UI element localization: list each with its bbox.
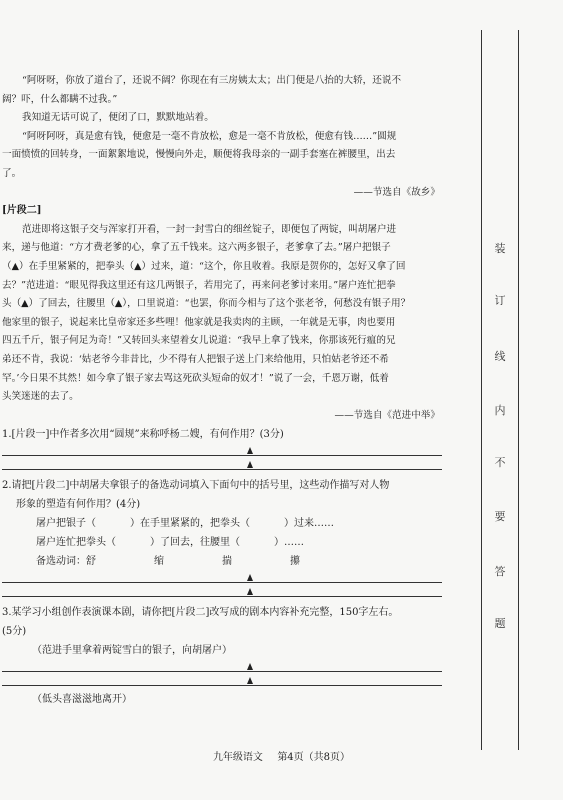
seal-char: 不 [494,456,506,469]
answer-line[interactable] [2,444,442,456]
main-content [2,72,442,709]
answer-line[interactable] [2,571,442,583]
question-2-text: 形象的塑造有何作用？(4分) [16,499,141,511]
fill-text: ）过来…… [284,518,334,530]
passage-2-label: [片段二] [2,205,42,217]
answer-mark-icon [247,447,253,454]
question-1 [2,425,442,470]
passage-2 [2,202,442,425]
answer-mark-icon [247,574,253,581]
passage-1-line: 了。 [2,167,22,179]
seal-char: 要 [494,510,506,523]
fill-text: ）在手里紧紧的，把拳头（ [130,518,250,530]
seal-char: 内 [494,404,506,417]
passage-2-line: 头（▲）了回去，往腰里（▲），口里说道：“也罢，你而今相与了这个张老爷，何愁没有银子用？ [2,298,411,310]
fill-sentence-2 [2,533,442,552]
passage-2-line: 范进即将这银子交与浑家打开看，一封一封雪白的细丝锭子，即便包了两锭，叫胡屠户进 [22,223,397,235]
seal-char: 订 [494,294,506,307]
page-footer [0,748,563,763]
seal-char: 答 [494,565,506,578]
seal-text [482,30,518,750]
question-3-text: 3.某学习小组创作表演课本剧，请你把[片段二]改写成的剧本内容补充完整，150字左右。 [2,607,399,619]
passage-1-line: “阿呀呀，你放了道台了，还说不阔？你现在有三房姨太太；出门便是八抬的大轿，还说不 [22,75,402,86]
verb-option: 攥 [290,556,300,568]
question-3 [2,603,442,709]
footer-page-number: 第4页（共8页） [277,752,351,763]
passage-2-source: ——节选自《范进中举》 [334,409,440,421]
answer-mark-icon [247,588,253,595]
fill-text: 屠户连忙把拳头（ [36,537,116,549]
passage-2-line: 罕。’今日果不其然！如今拿了银子家去骂这死砍头短命的奴才！”说了一会，千恩万谢，低着 [2,372,389,384]
passage-2-line: 四五千斤，银子何足为奇！”又转回头来望着女儿说道：“我早上拿了钱来，你那该死行瘟的兄 [2,335,396,347]
answer-mark-icon [247,677,253,684]
answer-line[interactable] [2,672,442,686]
seal-char: 装 [494,242,506,255]
passage-2-line: 弟还不肯，我说：‘姑老爷今非昔比，少不得有人把银子送上门来给他用，只怕姑老爷还不希 [2,353,389,365]
passage-1-line: “阿呀阿呀，真是愈有钱，便愈是一毫不肯放松，愈是一毫不肯放松，便愈有钱……”圆规 [22,130,397,142]
passage-2-line: 来，递与他道：“方才费老爹的心，拿了五千钱来。这六两多银子，老爹拿了去。”屠户把银子 [2,242,391,254]
fill-text: 屠户把银子（ [36,518,96,530]
seal-char: 线 [494,350,506,363]
passage-2-line: （▲）在手里紧紧的，把拳头（▲）过来，道：“这个，你且收着。我原是贺你的，怎好又拿了回 [2,260,406,272]
passage-2-line: 头笑迷迷的去了。 [2,391,79,403]
fill-sentence-1 [2,514,442,533]
verb-option: 舒 [86,556,96,568]
stage-direction-end: （低头喜滋滋地离开） [32,694,132,706]
binding-seal-strip [481,30,519,750]
answer-line[interactable] [2,456,442,470]
footer-subject: 九年级语文 [212,752,263,763]
seal-char: 题 [494,617,506,630]
answer-mark-icon [247,461,253,468]
passage-1 [2,72,442,202]
verb-option: 揣 [222,556,232,568]
fill-text: ）了回去，往腰里（ [150,537,240,549]
question-2-text: 2.请把[片段二]中胡屠夫拿银子的备选动词填入下面句中的括号里，这些动作描写对人物 [2,480,390,492]
question-2 [2,476,442,597]
passage-1-line: 我知道无话可说了，便闭了口，默默地站着。 [22,112,214,124]
fill-text: ）…… [274,537,304,549]
passage-1-line: 一面愤愤的回转身，一面絮絮地说，慢慢向外走，顺便将我母亲的一副手套塞在裤腰里，出去 [2,149,396,161]
stage-direction-start: （范进手里拿着两锭雪白的银子，向胡屠户） [32,645,232,657]
question-1-text: 1.[片段一]中作者多次用“圆规”来称呼杨二嫂，有何作用？(3分) [2,429,284,441]
passage-1-source: ——节选自《故乡》 [353,186,440,198]
verb-options-label: 备选动词： [36,556,86,568]
passage-2-line: 去？”范进道：“眼见得我这里还有这几两银子，若用完了，再来问老爹讨来用。”屠户连忙把拳 [2,279,396,291]
passage-1-line: 阔？吓，什么都瞒不过我。” [2,93,118,105]
answer-mark-icon [247,663,253,670]
passage-2-line: 他家里的银子，说起来比皇帝家还多些哩！他家就是我卖肉的主顾，一年就是无事，肉也要用 [2,316,396,328]
verb-option: 缩 [154,556,164,568]
verb-options [2,552,442,571]
answer-line[interactable] [2,583,442,597]
question-3-text: (5分) [2,626,27,638]
answer-line[interactable] [2,660,442,672]
